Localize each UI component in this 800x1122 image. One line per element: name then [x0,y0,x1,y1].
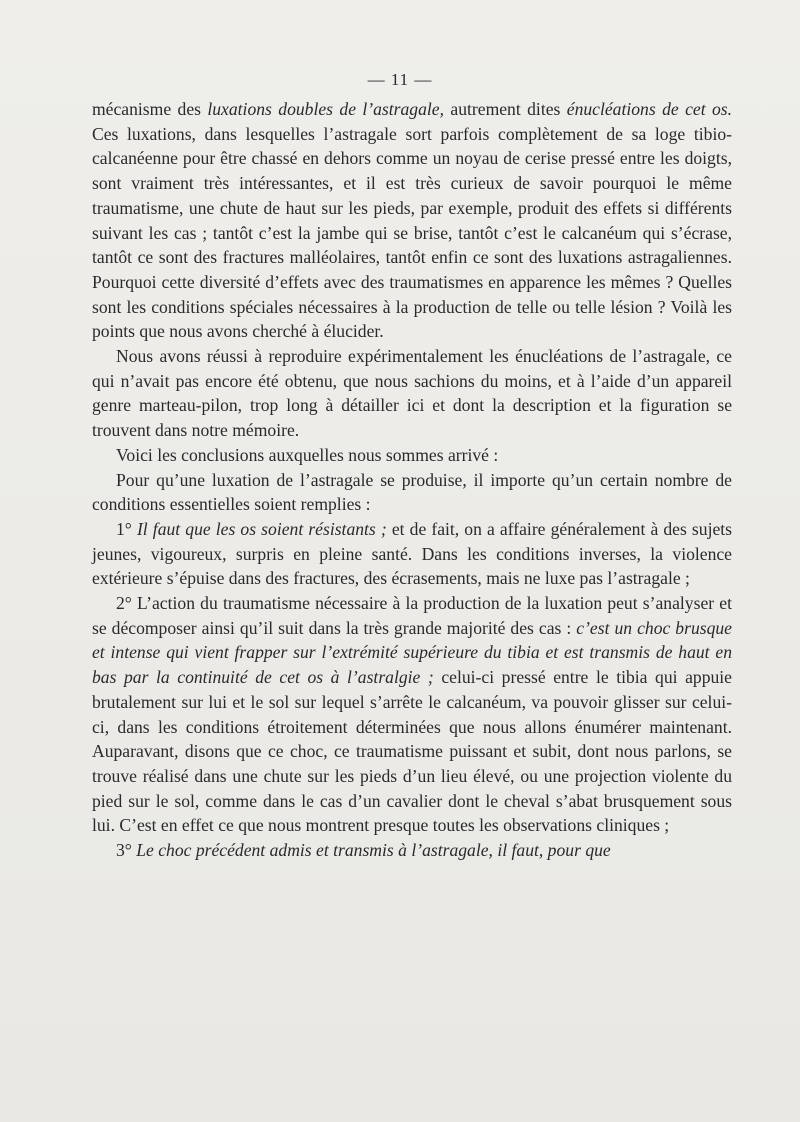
paragraph [92,344,732,443]
text-run: 1° [116,518,137,539]
text-run: 2° L’action du traumatisme nécessaire à la production de la luxation peut s’analyser et se décomposer ainsi qu’il suit dans la très grande majorité des cas : [92,593,732,638]
text-run: et de fait, on a affaire généralement à des sujets jeunes, vigoureux, surpris en pleine santé. Dans les conditions inverses, la violence extérieure s’épuise dans des fractures, des écrasements, mais ne luxe pas l’astragale ; [92,518,732,589]
text-run: Pour qu’une luxation de l’astragale se produise, il importe qu’un certain nombre de conditions essentielles soient remplies : [92,469,732,515]
body-text [92,97,732,863]
paragraph [92,591,732,838]
page-number: — 11 — [367,70,433,89]
text-run: Voici les conclusions auxquelles nous sommes arrivé : [116,444,499,465]
text-run: Ces luxations, dans lesquelles l’astragale sort parfois complètement de sa loge tibio-calcanéenne pour être chassé en dehors comme un noyau de cerise pressé entre les doigts, sont vraiment très intéressantes, et il est très curieux de savoir pourquoi le même traumatisme, une chute de haut sur les pieds, par exemple, produit des effets si différents suivant les cas ; tantôt c’est la jambe qui se brise, tantôt c’est le calcanéum qui s’écrase, tantôt ce sont des fractures malléolaires, tantôt enfin ce sont des luxations astragaliennes. Pourquoi cette diversité d’effets avec des traumatismes en apparence les mêmes ? Quelles sont les conditions spéciales nécessaires à la production de telle ou telle lésion ? Voilà les points que nous avons cherché à élucider. [92,123,732,342]
text-run: autrement dites [444,99,567,119]
paragraph [92,517,732,591]
italic-text: c’est un choc brusque et intense qui vient frapper sur l’extrémité supérieure du tibia et est transmis de haut en bas par la continuité de cet os à l’astralgie ; [92,617,732,688]
paragraph [92,468,732,517]
paragraph [92,443,732,468]
paragraph [92,838,732,863]
italic-text: Il faut que les os soient résistants ; [136,518,387,539]
text-run: mécanisme des [92,99,208,119]
italic-text: Le choc précédent admis et transmis à l’astragale, il faut, pour que [136,840,611,861]
italic-text: énucléations de cet os. [566,99,733,119]
paragraph [92,97,732,344]
text-run: Nous avons réussi à reproduire expérimentalement les énucléations de l’astragale, ce qui n’avait pas encore été obtenu, que nous sachions du moins, et à l’aide d’un appareil genre marteau-pilon, trop long à détailler ici et dont la description et la figuration se trouvent dans notre mémoire. [92,346,732,441]
text-run: 3° [116,840,137,861]
text-run: celui-ci pressé entre le tibia qui appuie brutalement sur lui et le sol sur lequel s’arrête le calcanéum, va pouvoir glisser sur celui-ci, dans les conditions étroitement déterminées que nous allons énumérer maintenant. Auparavant, disons que ce choc, ce traumatisme puissant et subit, dont nous parlons, se trouve réalisé dans une chute sur les pieds d’un lieu élevé, ou une projection violente du pied sur le sol, comme dans le cas d’un cavalier dont le cheval s’abat brusquement sous lui. C’est en effet ce que nous montrent presque toutes les observations cliniques ; [92,667,732,836]
italic-text: luxations doubles de l’astragale, [207,99,445,119]
